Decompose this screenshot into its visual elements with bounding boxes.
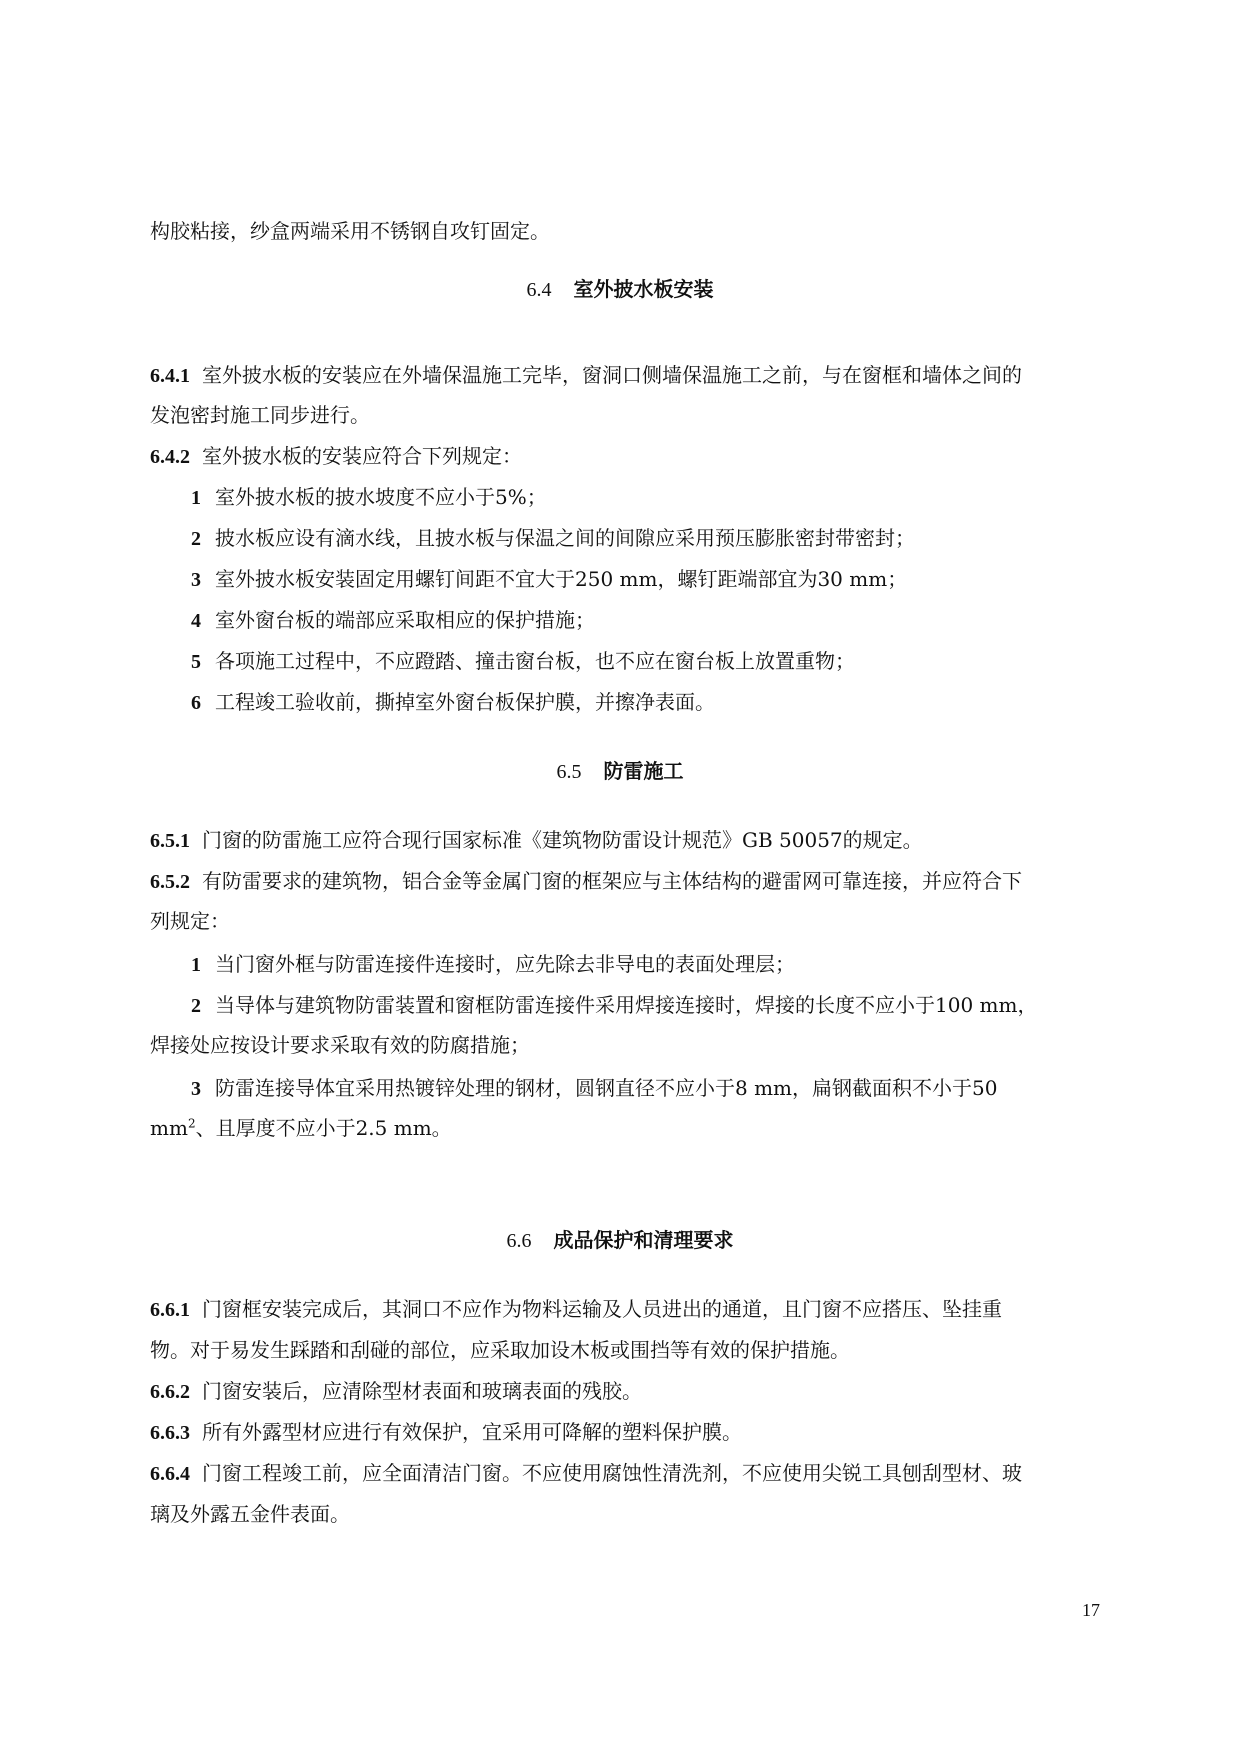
clause-6-6-2 bbox=[150, 1377, 1110, 1406]
clause-6-4-1 bbox=[150, 361, 1110, 390]
item-text: 披水板应设有滴水线，且披水板与保温之间的间隙应采用预压膨胀密封带密封； bbox=[215, 526, 915, 550]
clause-6-6-1-continuation: 物。对于易发生踩踏和刮碰的部位，应采取加设木板或围挡等有效的保护措施。 bbox=[150, 1338, 850, 1362]
continuation-text: 构胶粘接，纱盒两端采用不锈钢自攻钉固定。 bbox=[150, 219, 550, 243]
item-number: 2 bbox=[191, 995, 201, 1017]
item-number: 2 bbox=[191, 528, 201, 550]
clause-number: 6.6.3 bbox=[150, 1422, 190, 1444]
unit-mm: mm bbox=[150, 1116, 188, 1140]
item-number: 3 bbox=[191, 569, 201, 591]
clause-number: 6.5.2 bbox=[150, 871, 190, 893]
section-title: 室外披水板安装 bbox=[573, 277, 714, 301]
clause-6-6-4-continuation: 璃及外露五金件表面。 bbox=[150, 1502, 350, 1526]
list-item bbox=[191, 688, 1111, 717]
item-text: 防雷连接导体宜采用热镀锌处理的钢材，圆钢直径不应小于8 mm，扁钢截面积不小于50 bbox=[215, 1076, 998, 1100]
clause-text: 门窗工程竣工前，应全面清洁门窗。不应使用腐蚀性清洗剂，不应使用尖锐工具刨刮型材、玻 bbox=[202, 1461, 1022, 1485]
list-item bbox=[191, 1074, 1111, 1103]
item-text-rest: 、且厚度不应小于2.5 mm。 bbox=[195, 1116, 452, 1140]
clause-text: 门窗的防雷施工应符合现行国家标准《建筑物防雷设计规范》GB 50057的规定。 bbox=[202, 828, 923, 852]
clause-6-4-1-continuation: 发泡密封施工同步进行。 bbox=[150, 403, 370, 427]
item-text: 室外窗台板的端部应采取相应的保护措施； bbox=[215, 608, 595, 632]
clause-6-6-3 bbox=[150, 1418, 1110, 1447]
clause-text: 门窗安装后，应清除型材表面和玻璃表面的残胶。 bbox=[202, 1379, 642, 1403]
section-title: 防雷施工 bbox=[603, 759, 684, 783]
list-item bbox=[191, 606, 1111, 635]
clause-number: 6.4.1 bbox=[150, 365, 190, 387]
list-item bbox=[191, 565, 1111, 594]
item-number: 1 bbox=[191, 487, 201, 509]
section-number: 6.5 bbox=[556, 761, 582, 783]
section-heading-6-6 bbox=[0, 1226, 1240, 1255]
item-number: 1 bbox=[191, 954, 201, 976]
item-number: 5 bbox=[191, 651, 201, 673]
item-number: 4 bbox=[191, 610, 201, 632]
clause-6-5-2 bbox=[150, 867, 1110, 896]
list-item bbox=[191, 524, 1111, 553]
clause-number: 6.5.1 bbox=[150, 830, 190, 852]
item-number: 6 bbox=[191, 692, 201, 714]
clause-6-6-1 bbox=[150, 1295, 1110, 1324]
list-item bbox=[191, 950, 1111, 979]
clause-number: 6.6.1 bbox=[150, 1299, 190, 1321]
superscript-2: 2 bbox=[187, 1116, 196, 1131]
item-number: 3 bbox=[191, 1078, 201, 1100]
page-number: 17 bbox=[1082, 1600, 1100, 1620]
clause-number: 6.6.4 bbox=[150, 1463, 190, 1485]
list-item-continuation: 焊接处应按设计要求采取有效的防腐措施； bbox=[150, 1033, 530, 1057]
clause-6-5-2-continuation: 列规定： bbox=[150, 909, 230, 933]
section-heading-6-4 bbox=[0, 275, 1240, 304]
clause-6-5-1 bbox=[150, 826, 1110, 855]
clause-6-4-2 bbox=[150, 442, 1110, 471]
clause-number: 6.6.2 bbox=[150, 1381, 190, 1403]
item-text: 室外披水板安装固定用螺钉间距不宜大于250 mm，螺钉距端部宜为30 mm； bbox=[215, 567, 908, 591]
clause-6-6-4 bbox=[150, 1459, 1110, 1488]
section-number: 6.4 bbox=[526, 279, 552, 301]
clause-number: 6.4.2 bbox=[150, 446, 190, 468]
section-title: 成品保护和清理要求 bbox=[553, 1228, 734, 1252]
list-item bbox=[191, 483, 1111, 512]
section-heading-6-5 bbox=[0, 757, 1240, 786]
section-number: 6.6 bbox=[506, 1230, 532, 1252]
clause-text: 有防雷要求的建筑物，铝合金等金属门窗的框架应与主体结构的避雷网可靠连接，并应符合下 bbox=[202, 869, 1022, 893]
item-text: 当导体与建筑物防雷装置和窗框防雷连接件采用焊接连接时，焊接的长度不应小于100 mm， bbox=[215, 993, 1038, 1017]
item-text: 室外披水板的披水坡度不应小于5%； bbox=[215, 485, 547, 509]
list-item bbox=[191, 991, 1111, 1020]
item-text: 各项施工过程中，不应蹬踏、撞击窗台板，也不应在窗台板上放置重物； bbox=[215, 649, 855, 673]
clause-text: 室外披水板的安装应在外墙保温施工完毕，窗洞口侧墙保温施工之前，与在窗框和墙体之间的 bbox=[202, 363, 1022, 387]
clause-text: 门窗框安装完成后，其洞口不应作为物料运输及人员进出的通道，且门窗不应搭压、坠挂重 bbox=[202, 1297, 1002, 1321]
list-item bbox=[191, 647, 1111, 676]
list-item-continuation bbox=[150, 1114, 1110, 1142]
item-text: 工程竣工验收前，撕掉室外窗台板保护膜，并擦净表面。 bbox=[215, 690, 715, 714]
clause-text: 所有外露型材应进行有效保护，宜采用可降解的塑料保护膜。 bbox=[202, 1420, 742, 1444]
item-text: 当门窗外框与防雷连接件连接时，应先除去非导电的表面处理层； bbox=[215, 952, 795, 976]
clause-text: 室外披水板的安装应符合下列规定： bbox=[202, 444, 522, 468]
